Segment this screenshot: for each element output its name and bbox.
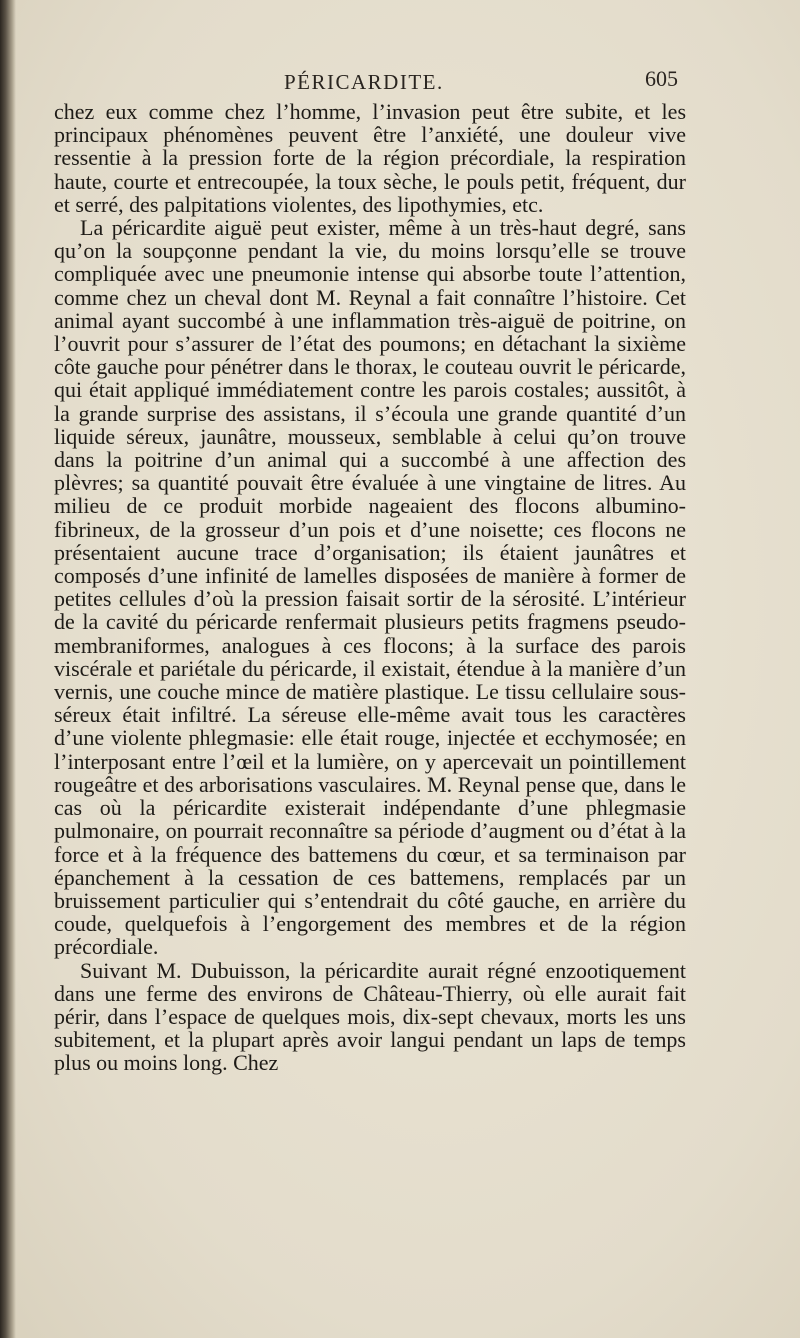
paragraph-1: chez eux comme chez l’homme, l’invasion peut être subite, et les principaux phénomènes peuvent être l’anxiété, une douleur vive ressentie à la pression forte de la région précordiale, la respiration haute, courte et entrecoupée, la toux sèche, le pouls petit, fréquent, dur et serré, des palpitations violentes, des lipothymies, etc. [54,99,686,217]
paragraph-3: Suivant M. Dubuisson, la péricardite aurait régné enzootiquement dans une ferme des environs de Château-Thierry, où elle aurait fait périr, dans l’espace de quelques mois, dix-sept chevaux, morts les uns subitement, et la plupart après avoir langui pendant un laps de temps plus ou moins long. Chez [54,957,686,1076]
body-text [54,100,686,1075]
page-number: 605 [645,66,678,91]
paragraph-2: La péricardite aiguë peut exister, même à un très-haut degré, sans qu’on la soupçonne pendant la vie, du moins lorsqu’elle se trouve compliquée avec une pneumonie intense qui absorbe toute l’attention, comme chez un cheval dont M. Reynal a fait connaître l’histoire. Cet animal ayant succombé à une inflammation très-aiguë de poitrine, on l’ouvrit pour s’assurer de l’état des poumons; en détachant la sixième côte gauche pour pénétrer dans le thorax, le couteau ouvrit le péricarde, qui était appliqué immédiatement contre les parois costales; aussitôt, à la grande surprise des assistans, il s’écoula une grande quantité d’un liquide séreux, jaunâtre, mousseux, semblable à celui qu’on trouve dans la poitrine d’un animal qui a succombé à une affection des plèvres; sa quantité pouvait être évaluée à une vingtaine de litres. Au milieu de ce produit morbide nageaient des flocons albumino-fibrineux, de la grosseur d’un pois et d’une noisette; ces flocons ne présentaient aucune trace d’organisation; ils étaient jaunâtres et composés d’une infinité de lamelles disposées de manière à former de petites cellules d’où la pression faisait sortir de la sérosité. L’intérieur de la cavité du péricarde renfermait plusieurs petits fragmens pseudo-membraniformes, analogues à ces flocons; à la surface des parois viscérale et pariétale du péricarde, il existait, étendue à la manière d’un vernis, une couche mince de matière plastique. Le tissu cellulaire sous-séreux était infiltré. La séreuse elle-même avait tous les caractères d’une violente phlegmasie: elle était rouge, injectée et ecchymosée; en l’interposant entre l’œil et la lumière, on y apercevait un pointillement rougeâtre et des arborisations vasculaires. M. Reynal pense que, dans le cas où la péricardite existerait indépendante d’une phlegmasie pulmonaire, on pourrait reconnaître sa période d’augment ou d’état à la force et à la fréquence des battemens du cœur, et sa terminaison par épanchement à la cessation de ces battemens, remplacés par un bruissement particulier qui s’entendrait du côté gauche, en arrière du coude, quelquefois à l’engorgement des membres et de la région précordiale. [54,215,686,960]
running-title: PÉRICARDITE. [284,70,444,94]
page-header [54,66,678,100]
page-binding-shadow [0,0,16,1338]
